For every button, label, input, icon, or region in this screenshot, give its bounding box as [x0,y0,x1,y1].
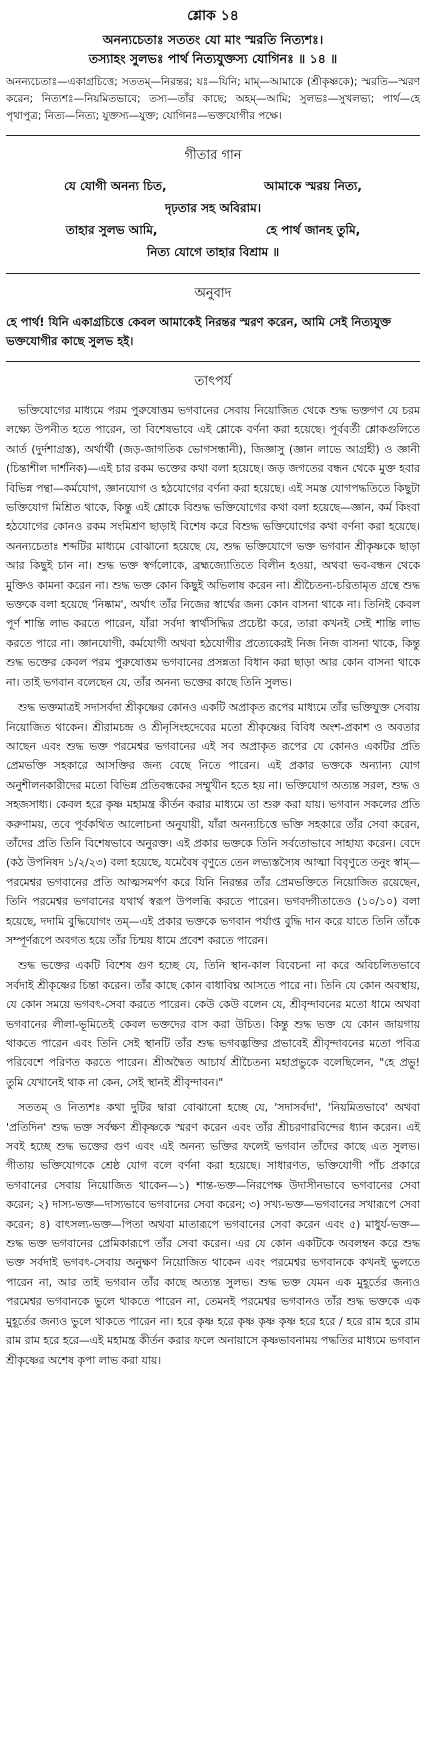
sanskrit-verse [6,30,420,68]
song-line-right: দৃঢ়তার সহ অবিরাম। [164,201,262,215]
song-line [6,219,420,241]
verse-line: তস্যাহং সুলভঃ পার্থ নিত্যযুক্তস্য যোগিনঃ ॥ ১৪ ॥ [88,51,338,66]
translation-text: হে পার্থ! যিনি একাগ্রচিত্তে কেবল আমাকেই নিরন্তর স্মরণ করেন, আমি সেই নিত্যযুক্ত ভক্তযোগীর কাছে সুলভ হই। [6,315,392,348]
divider [6,273,420,274]
song-line-right: আমাকে স্মরয় নিত্য, [264,179,362,193]
scripture-page [0,4,426,1737]
word-synonyms: অনন্যচেতাঃ—একাগ্রচিত্তে; সততম্—নিরন্তর; যঃ—যিনি; মাম্—আমাকে (শ্রীকৃষ্ণকে); স্মরতি—স্মরণ করেন; নিত্যশঃ—নিয়মিতভাবে; তস্য—তাঁর কাছে; অহম্—আমি; সুলভঃ—সুখলভ্য; পার্থ—হে পৃথাপুত্র; নিত্য—নিত্য; যুক্তস্য—যুক্ত; যোগিনঃ—ভক্তযোগীর পক্ষে। [6,76,420,122]
song-line-right: নিত্য যোগে তাহার বিশ্রাম ॥ [146,245,280,259]
purport-paragraph: শুদ্ধ ভক্তের একটি বিশেষ গুণ হচ্ছে যে, তিনি স্থান-কাল বিবেচনা না করে অবিচলিতভাবে সর্বদাই শ্রীকৃষ্ণের চিন্তা করেন। তাঁর কাছে কোন বাধাবিঘ্ন আসতে পারে না। তিনি যে কোন অবস্থায়, যে কোন সময়ে ভগবৎ-সেবা করতে পারেন। কেউ কেউ বলেন যে, শ্রীবৃন্দাবনের মতো ধামে অথবা ভগবানের লীলা-ভূমিতেই কেবল ভক্তদের বাস করা উচিত। কিন্তু শুদ্ধ ভক্ত যে কোন জায়গায় থাকতে পারেন এবং তিনি সেই স্থানটি তাঁর শুদ্ধ ভগবদ্ভক্তির প্রভাবেই শ্রীবৃন্দাবনের মতো পবিত্র পরিবেশে পরিণত করতে পারেন। শ্রীঅদ্বৈত আচার্য শ্রীচৈতন্য মহাপ্রভুকে বলেছিলেন, "হে প্রভু! তুমি যেখানেই থাক না কেন, সেই স্থানই শ্রীবৃন্দাবন।" [6,959,420,1089]
purport-paragraph: ভক্তিযোগের মাধ্যমে পরম পুরুষোত্তম ভগবানের সেবায় নিয়োজিত থেকে শুদ্ধ ভক্তগণ যে চরম লক্ষ্যে উপনীত হতে পারেন, তা বিশেষভাবে এই শ্লোকে বর্ণনা করা হয়েছে। পূর্ববর্তী শ্লোকগুলিতে আর্ত (দুর্দশাগ্রস্ত), অর্থার্থী (জড়-জাগতিক ভোগসন্ধানী), জিজ্ঞাসু (জ্ঞান লাভে আগ্রহী) ও জ্ঞানী (চিন্তাশীল দার্শনিক)—এই চার রকম ভক্তের কথা বলা হয়েছে। জড় জগতের বন্ধন থেকে মুক্ত হবার বিভিন্ন পন্থা—কর্মযোগ, জ্ঞানযোগ ও হঠযোগের বর্ণনা করা হয়েছে। এই সমস্ত যোগপদ্ধতিতে কিছুটা ভক্তিযোগ মিশ্রিত থাকে, কিন্তু এই শ্লোকে বিশুদ্ধ ভক্তিযোগের কথা বলা হয়েছে—জ্ঞান, কর্ম কিংবা হঠযোগের কোনও রকম সংমিশ্রণ ছাড়াই বিশেষ করে বিশুদ্ধ ভক্তিযোগের কথা বর্ণনা করা হয়েছে। অনন্যচেতাঃ শব্দটির মাধ্যমে বোঝানো হয়েছে যে, শুদ্ধ ভক্তিযোগে ভক্ত ভগবান শ্রীকৃষ্ণকে ছাড়া আর কিছুই চান না। শুদ্ধ ভক্ত স্বর্গলোকে, ব্রহ্মজ্যোতিতে বিলীন হওয়া, অথবা ভব-বন্ধন থেকে মুক্তিও কামনা করেন না। শুদ্ধ ভক্ত কোন কিছুই অভিলাষ করেন না। শ্রীচৈতন্য-চরিতামৃত গ্রন্থে শুদ্ধ ভক্তকে বলা হয়েছে 'নিষ্কাম', অর্থাৎ তাঁর নিজের স্বার্থের জন্য কোন বাসনা থাকে না। তিনিই কেবল পূর্ণ শান্তি লাভ করতে পারেন, যাঁরা সর্বদা স্বার্থসিদ্ধির প্রচেষ্টা করে, তারা কখনই সেই শান্তি লাভ করতে পারে না। জ্ঞানযোগী, কর্মযোগী অথবা হঠযোগীর প্রত্যেকেরই নিজ নিজ বাসনা থাকে, কিন্তু শুদ্ধ ভক্তের কেবল পরম পুরুষোত্তম ভগবানের প্রসন্নতা বিধান করা ছাড়া আর কোন বাসনা থাকে না। তাই ভগবান বলেছেন যে, তাঁর অনন্য ভক্তের কাছে তিনি সুলভ। [6,404,420,689]
song-line [6,197,420,219]
anubad-title: অনুবাদ [194,286,232,301]
song-line-left: তাহার সুলভ আমি, [65,223,158,237]
song-line-left: যে যোগী অনন্য চিত, [64,179,167,193]
divider [6,135,420,136]
song-line [6,241,420,263]
gitar-gan-title: গীতার গান [184,148,242,163]
purport-paragraph: শুদ্ধ ভক্তমাত্রই সদাসর্বদা শ্রীকৃষ্ণের কোনও একটি অপ্রাকৃত রূপের মাধ্যমে তাঁর ভক্তিযুক্ত সেবায় নিয়োজিত থাকেন। শ্রীরামচন্দ্র ও শ্রীনৃসিংহদেবের মতো শ্রীকৃষ্ণের বিবিধ অংশ-প্রকাশ ও অবতার আছেন এবং শুদ্ধ ভক্ত পরমেশ্বর ভগবানের এই সব অপ্রাকৃত রূপের যে কোনও একটির প্রতি প্রেমভক্তি সহকারে আসক্তির জন্য বেছে নিতে পারেন। এই প্রকার ভক্তকে অন্যান্য যোগ অনুশীলনকারীদের মতো বিভিন্ন প্রতিবন্ধকের সম্মুখীন হতে হয় না। ভক্তিযোগ অত্যন্ত সরল, শুদ্ধ ও সহজসাধ্য। কেবল হরে কৃষ্ণ মহামন্ত্র কীর্তন করার মাধ্যমে তা শুরু করা যায়। ভগবান সকলের প্রতি করুণাময়, তবে পূর্বকথিত আলোচনা অনুযায়ী, যাঁরা অনন্যচিত্তে ভক্তি সহকারে তাঁর সেবা করেন, তাঁদের প্রতি তিনি বিশেষভাবে অনুরক্ত। এই প্রকার ভক্তকে তিনি সর্বতোভাবে সাহায্য করেন। বেদে (কঠ উপনিষদ ১/২/২৩) বলা হয়েছে, যমেবৈষ বৃণুতে তেন লভ্যস্তস্যৈষ আত্মা বিবৃণুতে তনুং স্বাম্—পরমেশ্বর ভগবানের প্রতি আত্মসমর্পণ করে যিনি নিরন্তর তাঁর প্রেমভক্তিতে নিয়োজিত রয়েছেন, তিনি পরমেশ্বর ভগবানের যথার্থ স্বরূপ উপলব্ধি করতে পারেন। ভগবদ্গীতাতেও (১০/১০) বলা হয়েছে, দদামি বুদ্ধিযোগং তম্—এই প্রকার ভক্তকে ভগবান পর্যাপ্ত বুদ্ধি দান করে যাতে তিনি তাঁকে সম্পূর্ণরূপে অবগত হয়ে তাঁর চিন্ময় ধামে প্রবেশ করতে পারেন। [6,701,420,947]
divider [6,361,420,362]
song-line [6,175,420,197]
gitar-gan-song [6,175,420,263]
sloka-title: শ্লোক ১৪ [187,8,239,24]
verse-line: অনন্যচেতাঃ সততং যো মাং স্মরতি নিত্যশঃ। [102,32,324,47]
song-line-right: হে পার্থ জানহ তুমি, [265,223,361,237]
tatparya-title: তাৎপর্য [194,374,232,389]
purport-body [6,401,420,1370]
purport-paragraph: সততম্ ও নিত্যশঃ কথা দুটির দ্বারা বোঝানো হচ্ছে যে, 'সদাসর্বদা', 'নিয়মিতভাবে' অথবা 'প্রতিদিন' শুদ্ধ ভক্ত সর্বক্ষণ শ্রীকৃষ্ণকে স্মরণ করেন এবং তাঁর শ্রীচরণারবিন্দের ধ্যান করেন। এই সবই হচ্ছে শুদ্ধ ভক্তের গুণ এবং এই অনন্য ভক্তির ফলেই ভগবান তাঁদের কাছে এত সুলভ। গীতায় ভক্তিযোগকে শ্রেষ্ঠ যোগ বলে বর্ণনা করা হয়েছে। সাধারণত, ভক্তিযোগী পাঁচ প্রকারে ভগবানের সেবায় নিয়োজিত থাকেন—১) শান্ত-ভক্ত—নিরপেক্ষ উদাসীনভাবে ভগবানের সেবা করেন; ২) দাস্য-ভক্ত—দাস্যভাবে ভগবানের সেবা করেন; ৩) সখ্য-ভক্ত—ভগবানের সখারূপে সেবা করেন; ৪) বাৎসল্য-ভক্ত—পিতা অথবা মাতারূপে ভগবানের সেবা করেন এবং ৫) মাধুর্য-ভক্ত—শুদ্ধ ভক্ত ভগবানের প্রেমিকারূপে তাঁর সেবা করেন। এর যে কোন একটিকে অবলম্বন করে শুদ্ধ ভক্ত সর্বদাই ভগবৎ-সেবায় অনুক্ষণ নিয়োজিত থাকেন এবং পরমেশ্বর ভগবানকে কখনই ভুলতে পারেন না, আর তাই ভগবান তাঁর কাছে অত্যন্ত সুলভ। শুদ্ধ ভক্ত যেমন এক মুহূর্তের জন্যও পরমেশ্বর ভগবানকে ভুলে থাকতে পারেন না, তেমনই পরমেশ্বর ভগবানও তাঁর শুদ্ধ ভক্তকে এক মুহূর্তের জন্যও ভুলে থাকতে পারেন না। হরে কৃষ্ণ হরে কৃষ্ণ কৃষ্ণ কৃষ্ণ হরে হরে / হরে রাম হরে রাম রাম রাম হরে হরে—এই মহামন্ত্র কীর্তন করার ফলে অনায়াসে কৃষ্ণভাবনাময় পদ্ধতির মাধ্যমে ভগবান শ্রীকৃষ্ণের অশেষ কৃপা লাভ করা যায়। [6,1101,420,1367]
